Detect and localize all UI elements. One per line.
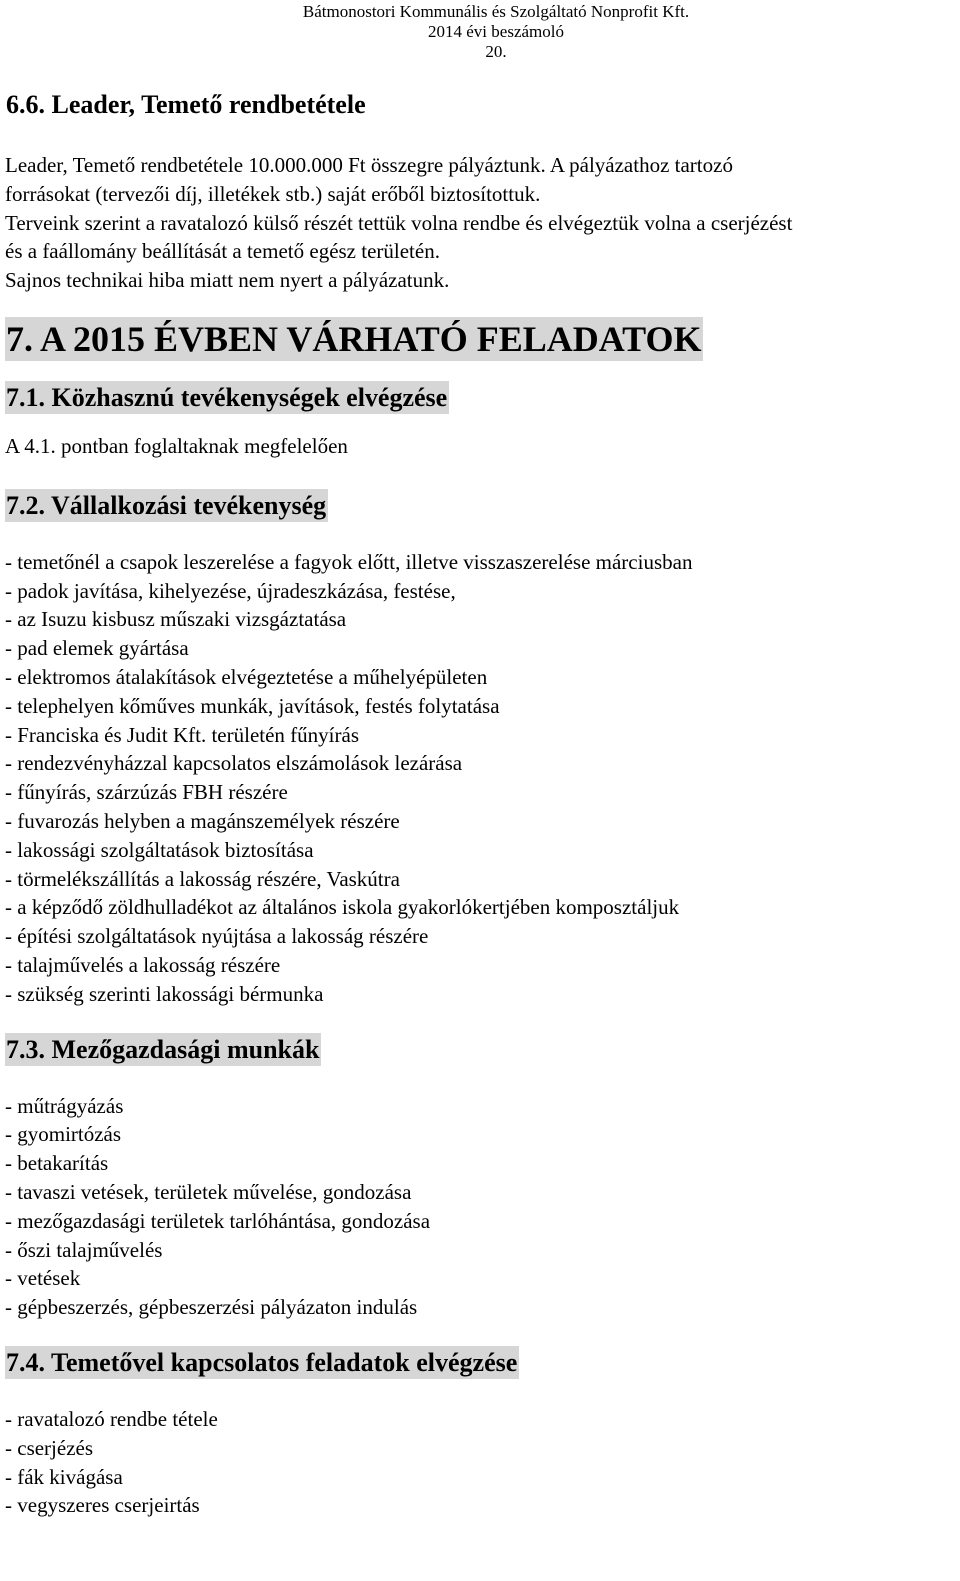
section-7-1 — [5, 381, 955, 461]
list-item: - szükség szerinti lakossági bérmunka — [5, 981, 324, 1006]
list-item: - fűnyírás, szárzúzás FBH részére — [5, 780, 288, 805]
section-7-2-heading: 7.2. Vállalkozási tevékenység — [6, 490, 327, 520]
header-organization: Bátmonostori Kommunális és Szolgáltató Nonprofit Kft. — [302, 2, 690, 21]
paragraph-line: Sajnos technikai hiba miatt nem nyert a pályázatunk. — [5, 268, 450, 293]
list-item: - temetőnél a csapok leszerelése a fagyok előtt, illetve visszaszerelése márciusban — [5, 549, 693, 574]
list-item: - gépbeszerzés, gépbeszerzési pályázaton indulás — [5, 1295, 418, 1320]
list-item: - építési szolgáltatások nyújtása a lakosság részére — [5, 924, 429, 949]
paragraph-line: Leader, Temető rendbetétele 10.000.000 Ft összegre pályáztunk. A pályázathoz tartozó — [5, 153, 733, 177]
section-7-4-list — [5, 1405, 955, 1520]
list-item: - mezőgazdasági területek tarlóhántása, gondozása — [5, 1208, 431, 1233]
section-7-heading: 7. A 2015 ÉVBEN VÁRHATÓ FELADATOK — [6, 318, 702, 359]
section-7-3 — [5, 1033, 955, 1322]
list-item: - a képződő zöldhulladékot az általános iskola gyakorlókertjében komposztáljuk — [5, 895, 680, 920]
section-7 — [5, 317, 955, 361]
list-item: - telephelyen kőműves munkák, javítások, festés folytatása — [5, 693, 500, 718]
list-item: - tavaszi vetések, területek művelése, gondozása — [5, 1179, 412, 1204]
list-item: - fák kivágása — [5, 1464, 123, 1489]
list-item: - vetések — [5, 1266, 81, 1291]
list-item: - az Isuzu kisbusz műszaki vizsgáztatása — [5, 607, 347, 632]
list-item: - padok javítása, kihelyezése, újradeszkázása, festése, — [5, 578, 456, 603]
list-item: - pad elemek gyártása — [5, 636, 189, 661]
list-item: - cserjézés — [5, 1435, 94, 1460]
running-header — [236, 2, 756, 62]
list-item: - vegyszeres cserjeirtás — [5, 1493, 200, 1518]
header-report-title: 2014 évi beszámoló — [428, 22, 564, 41]
list-item: - lakossági szolgáltatások biztosítása — [5, 837, 314, 862]
section-7-1-heading: 7.1. Közhasznú tevékenységek elvégzése — [6, 382, 448, 412]
list-item: - törmelékszállítás a lakosság részére, Vaskútra — [5, 866, 400, 891]
list-item: - talajművelés a lakosság részére — [5, 952, 281, 977]
list-item: - Franciska és Judit Kft. területén fűnyírás — [5, 722, 359, 747]
section-7-4-heading: 7.4. Temetővel kapcsolatos feladatok elvégzése — [6, 1347, 518, 1377]
list-item: - gyomirtózás — [5, 1122, 122, 1147]
paragraph-line: forrásokat (tervezői díj, illetékek stb.) saját erőből biztosítottuk. — [5, 181, 541, 206]
section-7-2 — [5, 489, 955, 1009]
list-item: - elektromos átalakítások elvégeztetése a műhelyépületen — [5, 664, 488, 689]
section-7-3-list — [5, 1092, 955, 1322]
section-7-1-text: A 4.1. pontban foglaltaknak megfelelően — [5, 433, 348, 458]
document-body — [5, 88, 955, 1520]
section-7-3-heading: 7.3. Mezőgazdasági munkák — [6, 1034, 320, 1064]
list-item: - ravatalozó rendbe tétele — [5, 1406, 218, 1431]
list-item: - fuvarozás helyben a magánszemélyek részére — [5, 808, 400, 833]
list-item: - őszi talajművelés — [5, 1237, 163, 1262]
paragraph-line: Terveink szerint a ravatalozó külső részét tettük volna rendbe és elvégeztük volna a cserjézést — [5, 210, 793, 235]
section-6-6 — [5, 88, 955, 295]
header-page-number: 20. — [485, 42, 507, 61]
list-item: - műtrágyázás — [5, 1093, 124, 1118]
list-item: - betakarítás — [5, 1151, 109, 1176]
paragraph-line: és a faállomány beállítását a temető egész területén. — [5, 239, 440, 264]
section-6-6-heading: 6.6. Leader, Temető rendbetétele — [6, 90, 366, 119]
section-7-4 — [5, 1346, 955, 1520]
list-item: - rendezvényházzal kapcsolatos elszámolások lezárása — [5, 751, 463, 776]
section-7-2-list — [5, 548, 955, 1009]
